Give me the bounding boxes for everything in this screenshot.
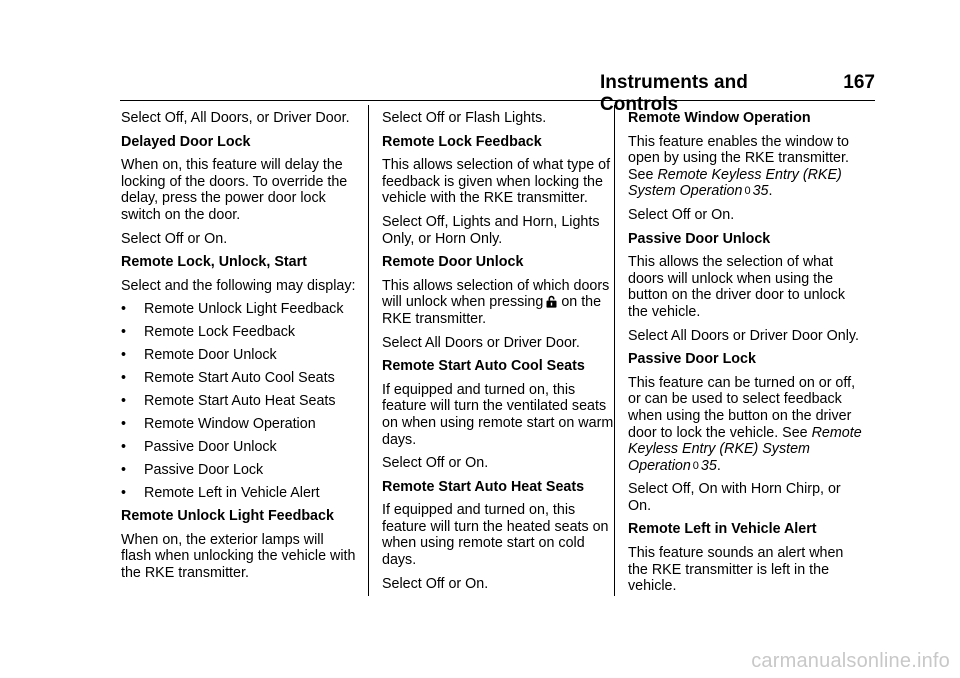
paragraph: Select Off, On with Horn Chirp, or On. [628,481,841,514]
heading-passive-door-unlock: Passive Door Unlock [628,230,771,247]
paragraph: Select Off, Lights and Horn, Lights Only, or Horn Only. [382,213,600,247]
list-item [121,416,357,433]
bullet-mark: • [121,393,127,410]
list-item [121,439,357,456]
cross-reference-link[interactable]: Remote Keyless Entry (RKE) System Operation [628,166,842,200]
paragraph: Select Off or On. [382,575,489,592]
list-item-text: Passive Door Lock [144,462,264,479]
list-item-text: Remote Door Unlock [144,347,277,364]
paragraph: Select All Doors or Driver Door. [382,334,580,351]
paragraph-text: This feature enables the window to open by using the RKE transmitter. See [628,133,849,183]
paragraph: Select Off, All Doors, or Driver Door. [121,110,350,126]
paragraph: When on, the exterior lamps will flash when unlocking the vehicle with the RKE transmitter. [121,531,356,581]
list-item [121,324,357,341]
paragraph-text: This feature can be turned on or off, or can be used to select feedback when using the button on the driver door to lock the vehicle. See [628,374,856,441]
list-item-text: Passive Door Unlock [144,439,277,456]
list-item-text: Remote Left in Vehicle Alert [144,485,320,502]
paragraph: When on, this feature will delay the locking of the doors. To override the delay, press the power door lock switch on the door. [121,157,348,223]
heading-remote-start-auto-heat-seats: Remote Start Auto Heat Seats [382,478,585,495]
heading-remote-left-in-vehicle-alert: Remote Left in Vehicle Alert [628,521,817,538]
list-item [121,347,357,364]
reference-page-number[interactable]: 35 [700,457,717,474]
page-number: 167 [843,72,875,93]
paragraph-text: on the RKE transmitter. [382,294,602,327]
paragraph-text: This allows selection of which doors will unlock when pressing [382,277,610,311]
bullet-mark: • [121,324,127,341]
period: . [716,457,721,474]
unlock-key-icon [545,295,558,308]
list-item-text: Remote Window Operation [144,416,316,433]
column-1 [121,110,357,589]
heading-remote-unlock-light-feedback: Remote Unlock Light Feedback [121,508,334,525]
paragraph: If equipped and turned on, this feature will turn the ventilated seats on when using remote start on warm days. [382,381,614,448]
bullet-mark: • [121,439,127,456]
list-item [121,485,357,502]
list-item [121,393,357,410]
heading-remote-window-operation: Remote Window Operation [628,110,811,126]
paragraph: Select All Doors or Driver Door Only. [628,327,859,344]
watermark: carmanualsonline.info [751,650,950,672]
page-reference-arrow-icon: 0 [692,459,699,472]
heading-passive-door-lock: Passive Door Lock [628,351,756,368]
paragraph-with-reference [628,134,864,200]
column-divider-1 [368,105,369,596]
heading-remote-lock-unlock-start: Remote Lock, Unlock, Start [121,254,307,271]
paragraph-with-icon [382,278,618,328]
bullet-mark: • [121,485,127,502]
column-3 [628,110,864,602]
heading-remote-lock-feedback: Remote Lock Feedback [382,133,542,150]
list-item-text: Remote Unlock Light Feedback [144,301,344,318]
paragraph: Select Off or On. [382,455,489,472]
bullet-mark: • [121,462,127,479]
paragraph: Select Off or Flash Lights. [382,110,547,126]
list-item-text: Remote Lock Feedback [144,324,295,341]
bullet-mark: • [121,301,127,318]
list-item-text: Remote Start Auto Cool Seats [144,370,335,387]
list-item [121,462,357,479]
reference-page-number[interactable]: 35 [752,183,769,200]
bullet-mark: • [121,370,127,387]
bullet-list [121,301,357,501]
paragraph-with-reference [628,375,864,475]
paragraph: This allows selection of what type of feedback is given when locking the vehicle with the RKE transmitter. [382,157,611,207]
column-2 [382,110,618,599]
page-header [600,72,875,115]
paragraph: If equipped and turned on, this feature will turn the heated seats on when using remote start on cold days. [382,502,609,569]
cross-reference-link[interactable]: Remote Keyless Entry (RKE) System Operation [628,424,862,474]
heading-remote-start-auto-cool-seats: Remote Start Auto Cool Seats [382,358,585,375]
header-rule [120,100,875,101]
bullet-mark: • [121,347,127,364]
paragraph: Select Off or On. [121,230,228,247]
bullet-mark: • [121,416,127,433]
page-reference-arrow-icon: 0 [744,185,751,198]
list-item [121,301,357,318]
list-item-text: Remote Start Auto Heat Seats [144,393,336,410]
period: . [768,183,773,200]
list-item [121,370,357,387]
paragraph: Select Off or On. [628,206,735,223]
paragraph: This feature sounds an alert when the RKE transmitter is left in the vehicle. [628,545,844,595]
paragraph: This allows the selection of what doors will unlock when using the button on the driver door to unlock the vehicle. [628,254,845,320]
heading-remote-door-unlock: Remote Door Unlock [382,254,524,271]
section-title: Instruments and Controls [600,72,748,115]
heading-delayed-door-lock: Delayed Door Lock [121,133,251,150]
paragraph: Select and the following may display: [121,277,356,294]
